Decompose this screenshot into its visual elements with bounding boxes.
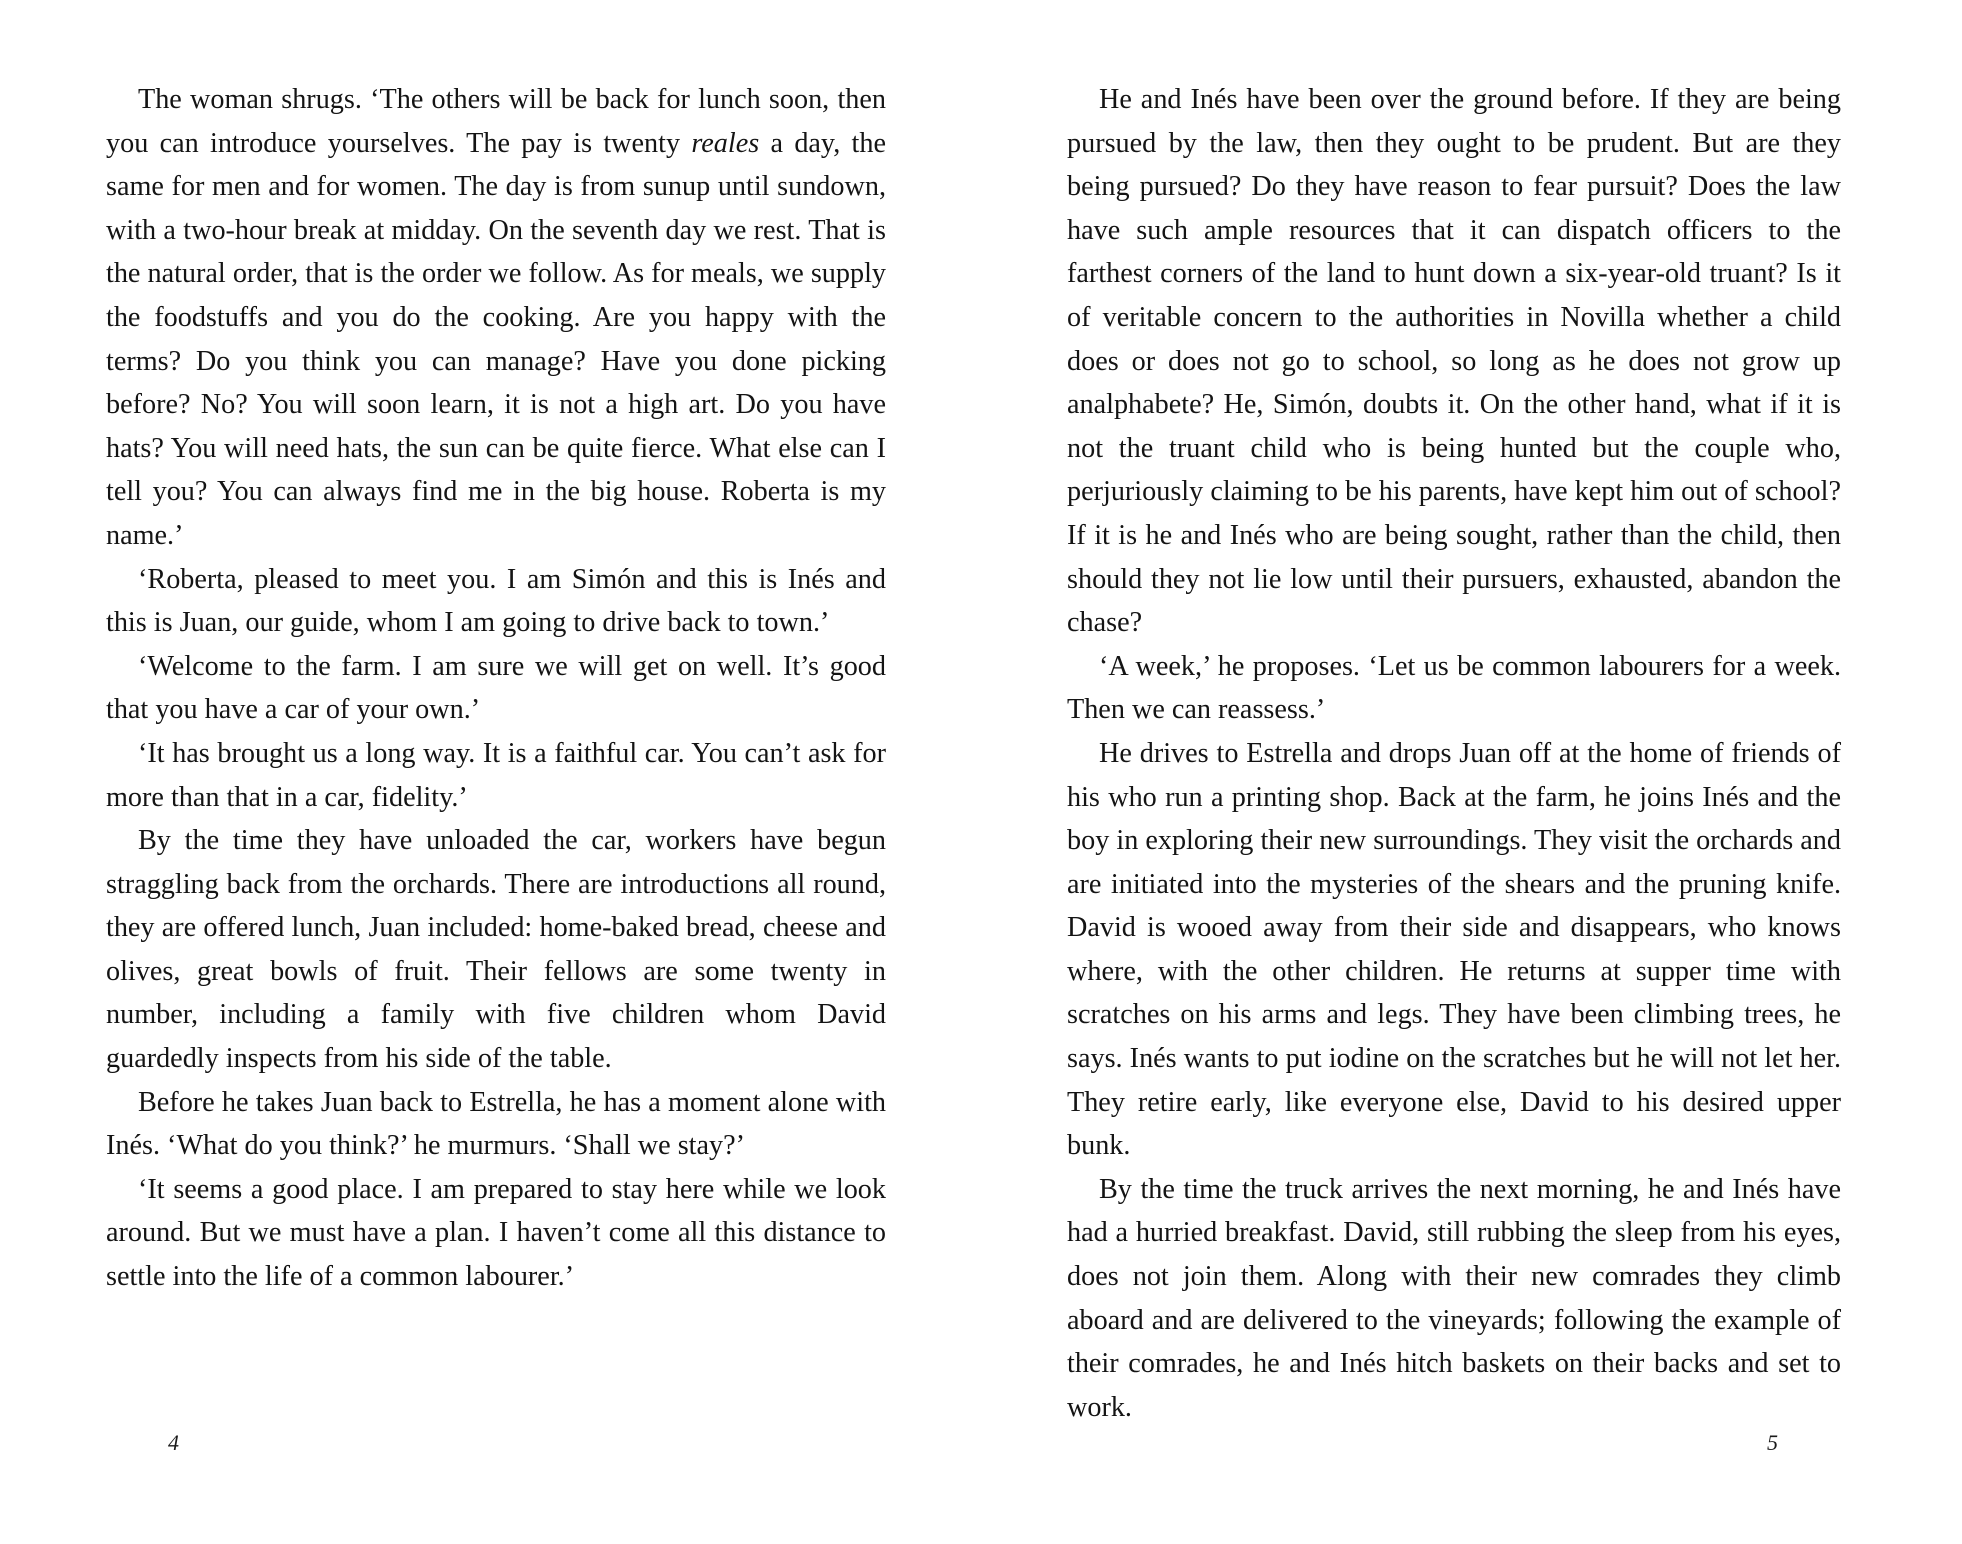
- paragraph: He and Inés have been over the ground before. If they are being pursued by the law, then they ought to be prudent. But are they being pursued? Do they have reason to fear pursuit? Does the law have such ample resources that it can dispatch officers to the farthest corners of the land to hunt down a six-year-old truant? Is it of veritable concern to the authorities in Novilla whether a child does or does not go to school, so long as he does not grow up analphabete? He, Simón, doubts it. On the other hand, what if it is not the truant child who is being hunted but the couple who, perjuriously claiming to be his parents, have kept him out of school? If it is he and Inés who are being sought, rather than the child, then should they not lie low until their pursuers, exhausted, abandon the chase?: [1067, 84, 1841, 639]
- paragraph-text: a day, the same for men and for women. The day is from sunup until sundown, with a two-hour break at midday. On the seventh day we rest. That is the natural order, that is the order we follow. As for meals, we supply the foodstuffs and you do the cooking. Are you happy with the terms? Do you think you can manage? Have you done picking before? No? You will soon learn, it is not a high art. Do you have hats? You will need hats, the sun can be quite fierce. What else can I tell you? You can always find me in the big house. Roberta is my name.’: [106, 127, 886, 551]
- paragraph: ‘Roberta, pleased to meet you. I am Simón and this is Inés and this is Juan, our guide, whom I am going to drive back to town.’: [106, 563, 886, 639]
- page-number-left: 4: [168, 1430, 179, 1455]
- paragraph: Before he takes Juan back to Estrella, he has a moment alone with Inés. ‘What do you think?’ he murmurs. ‘Shall we stay?’: [106, 1086, 886, 1162]
- left-page-text: [106, 78, 886, 1299]
- paragraph: By the time they have unloaded the car, workers have begun straggling back from the orchards. There are introductions all round, they are offered lunch, Juan included: home-baked bread, cheese and olives, great bowls of fruit. Their fellows are some twenty in number, including a family with five children whom David guardedly inspects from his side of the table.: [106, 825, 886, 1075]
- paragraph: He drives to Estrella and drops Juan off at the home of friends of his who run a printing shop. Back at the farm, he joins Inés and the boy in exploring their new surroundings. They visit the orchards and are initiated into the mysteries of the shears and the pruning knife. David is wooed away from their side and disappears, who knows where, with the other children. He returns at supper time with scratches on his arms and legs. They have been climbing trees, he says. Inés wants to put iodine on the scratches but he will not let her. They retire early, like everyone else, David to his desired upper bunk.: [1067, 737, 1841, 1162]
- paragraph: ‘A week,’ he proposes. ‘Let us be common labourers for a week. Then we can reassess.’: [1067, 650, 1841, 726]
- italic-word: reales: [691, 127, 760, 159]
- paragraph: ‘It seems a good place. I am prepared to stay here while we look around. But we must have a plan. I haven’t come all this distance to settle into the life of a common labourer.’: [106, 1173, 886, 1293]
- paragraph: ‘Welcome to the farm. I am sure we will get on well. It’s good that you have a car of your own.’: [106, 650, 886, 726]
- paragraph-text: The woman shrugs. ‘The others will be back for lunch soon, then you can introduce yourselves. The pay is twenty: [106, 84, 886, 159]
- paragraph: ‘It has brought us a long way. It is a faithful car. You can’t ask for more than that in a car, fidelity.’: [106, 737, 886, 813]
- right-page-text: [1067, 78, 1841, 1429]
- page-number-right: 5: [1767, 1430, 1778, 1455]
- paragraph: By the time the truck arrives the next morning, he and Inés have had a hurried breakfast. David, still rubbing the sleep from his eyes, does not join them. Along with their new comrades they climb aboard and are delivered to the vineyards; following the example of their comrades, he and Inés hitch baskets on their backs and set to work.: [1067, 1173, 1841, 1423]
- paragraph: [106, 78, 886, 558]
